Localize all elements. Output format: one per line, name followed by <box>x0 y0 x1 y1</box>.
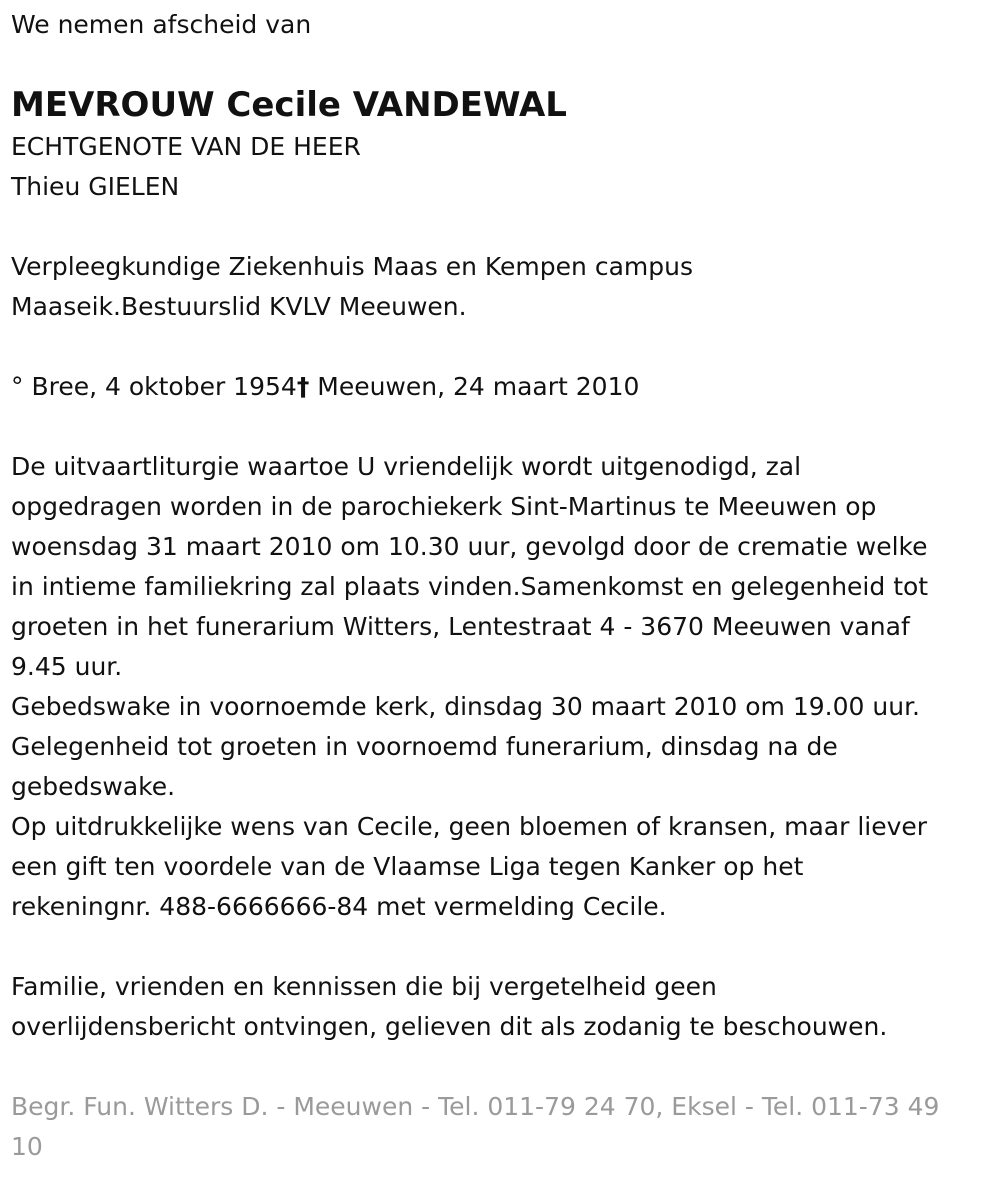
footer-line: Begr. Fun. Witters D. - Meeuwen - Tel. 011-79 24 70, Eksel - Tel. 011-73 49 <box>11 1092 940 1121</box>
ceremony-line: gebedswake. <box>11 772 176 801</box>
notice-line: overlijdensbericht ontvingen, gelieven dit als zodanig te beschouwen. <box>11 1012 888 1041</box>
profession-line-2: Maaseik.Bestuurslid KVLV Meeuwen. <box>11 292 467 321</box>
spouse-line-1: ECHTGENOTE VAN DE HEER <box>11 132 361 161</box>
ceremony-line: een gift ten voordele van de Vlaamse Liga tegen Kanker op het <box>11 852 804 881</box>
footer-line: 10 <box>11 1132 43 1161</box>
birth-info: ° Bree, 4 oktober 1954 <box>11 372 297 401</box>
intro-text: We nemen afscheid van <box>11 10 312 39</box>
cross-icon: † <box>296 372 310 401</box>
spacer <box>11 1047 988 1087</box>
ceremony-line: in intieme familiekring zal plaats vinden.Samenkomst en gelegenheid tot <box>11 572 929 601</box>
spacer <box>11 927 988 967</box>
funeral-home-footer <box>11 1087 988 1167</box>
ceremony-line: Gelegenheid tot groeten in voornoemd funerarium, dinsdag na de <box>11 732 838 761</box>
ceremony-line: 9.45 uur. <box>11 652 123 681</box>
notice-line: Familie, vrienden en kennissen die bij vergetelheid geen <box>11 972 717 1001</box>
ceremony-text <box>11 447 988 927</box>
notice-text <box>11 967 988 1047</box>
spacer <box>11 327 988 367</box>
ceremony-line: opgedragen worden in de parochiekerk Sint-Martinus te Meeuwen op <box>11 492 877 521</box>
spacer <box>11 207 988 247</box>
death-info: Meeuwen, 24 maart 2010 <box>309 372 640 401</box>
ceremony-line: De uitvaartliturgie waartoe U vriendelijk wordt uitgenodigd, zal <box>11 452 802 481</box>
ceremony-line: Gebedswake in voornoemde kerk, dinsdag 30 maart 2010 om 19.00 uur. <box>11 692 920 721</box>
spacer <box>11 407 988 447</box>
ceremony-line: rekeningnr. 488-6666666-84 met vermelding Cecile. <box>11 892 667 921</box>
ceremony-line: woensdag 31 maart 2010 om 10.30 uur, gevolgd door de crematie welke <box>11 532 928 561</box>
spouse-line-2: Thieu GIELEN <box>11 172 180 201</box>
ceremony-line: groeten in het funerarium Witters, Lentestraat 4 - 3670 Meeuwen vanaf <box>11 612 910 641</box>
deceased-name: MEVROUW Cecile VANDEWAL <box>11 85 567 125</box>
profession-line-1: Verpleegkundige Ziekenhuis Maas en Kempen campus <box>11 252 693 281</box>
ceremony-line: Op uitdrukkelijke wens van Cecile, geen bloemen of kransen, maar liever <box>11 812 928 841</box>
dates-line <box>11 367 988 407</box>
